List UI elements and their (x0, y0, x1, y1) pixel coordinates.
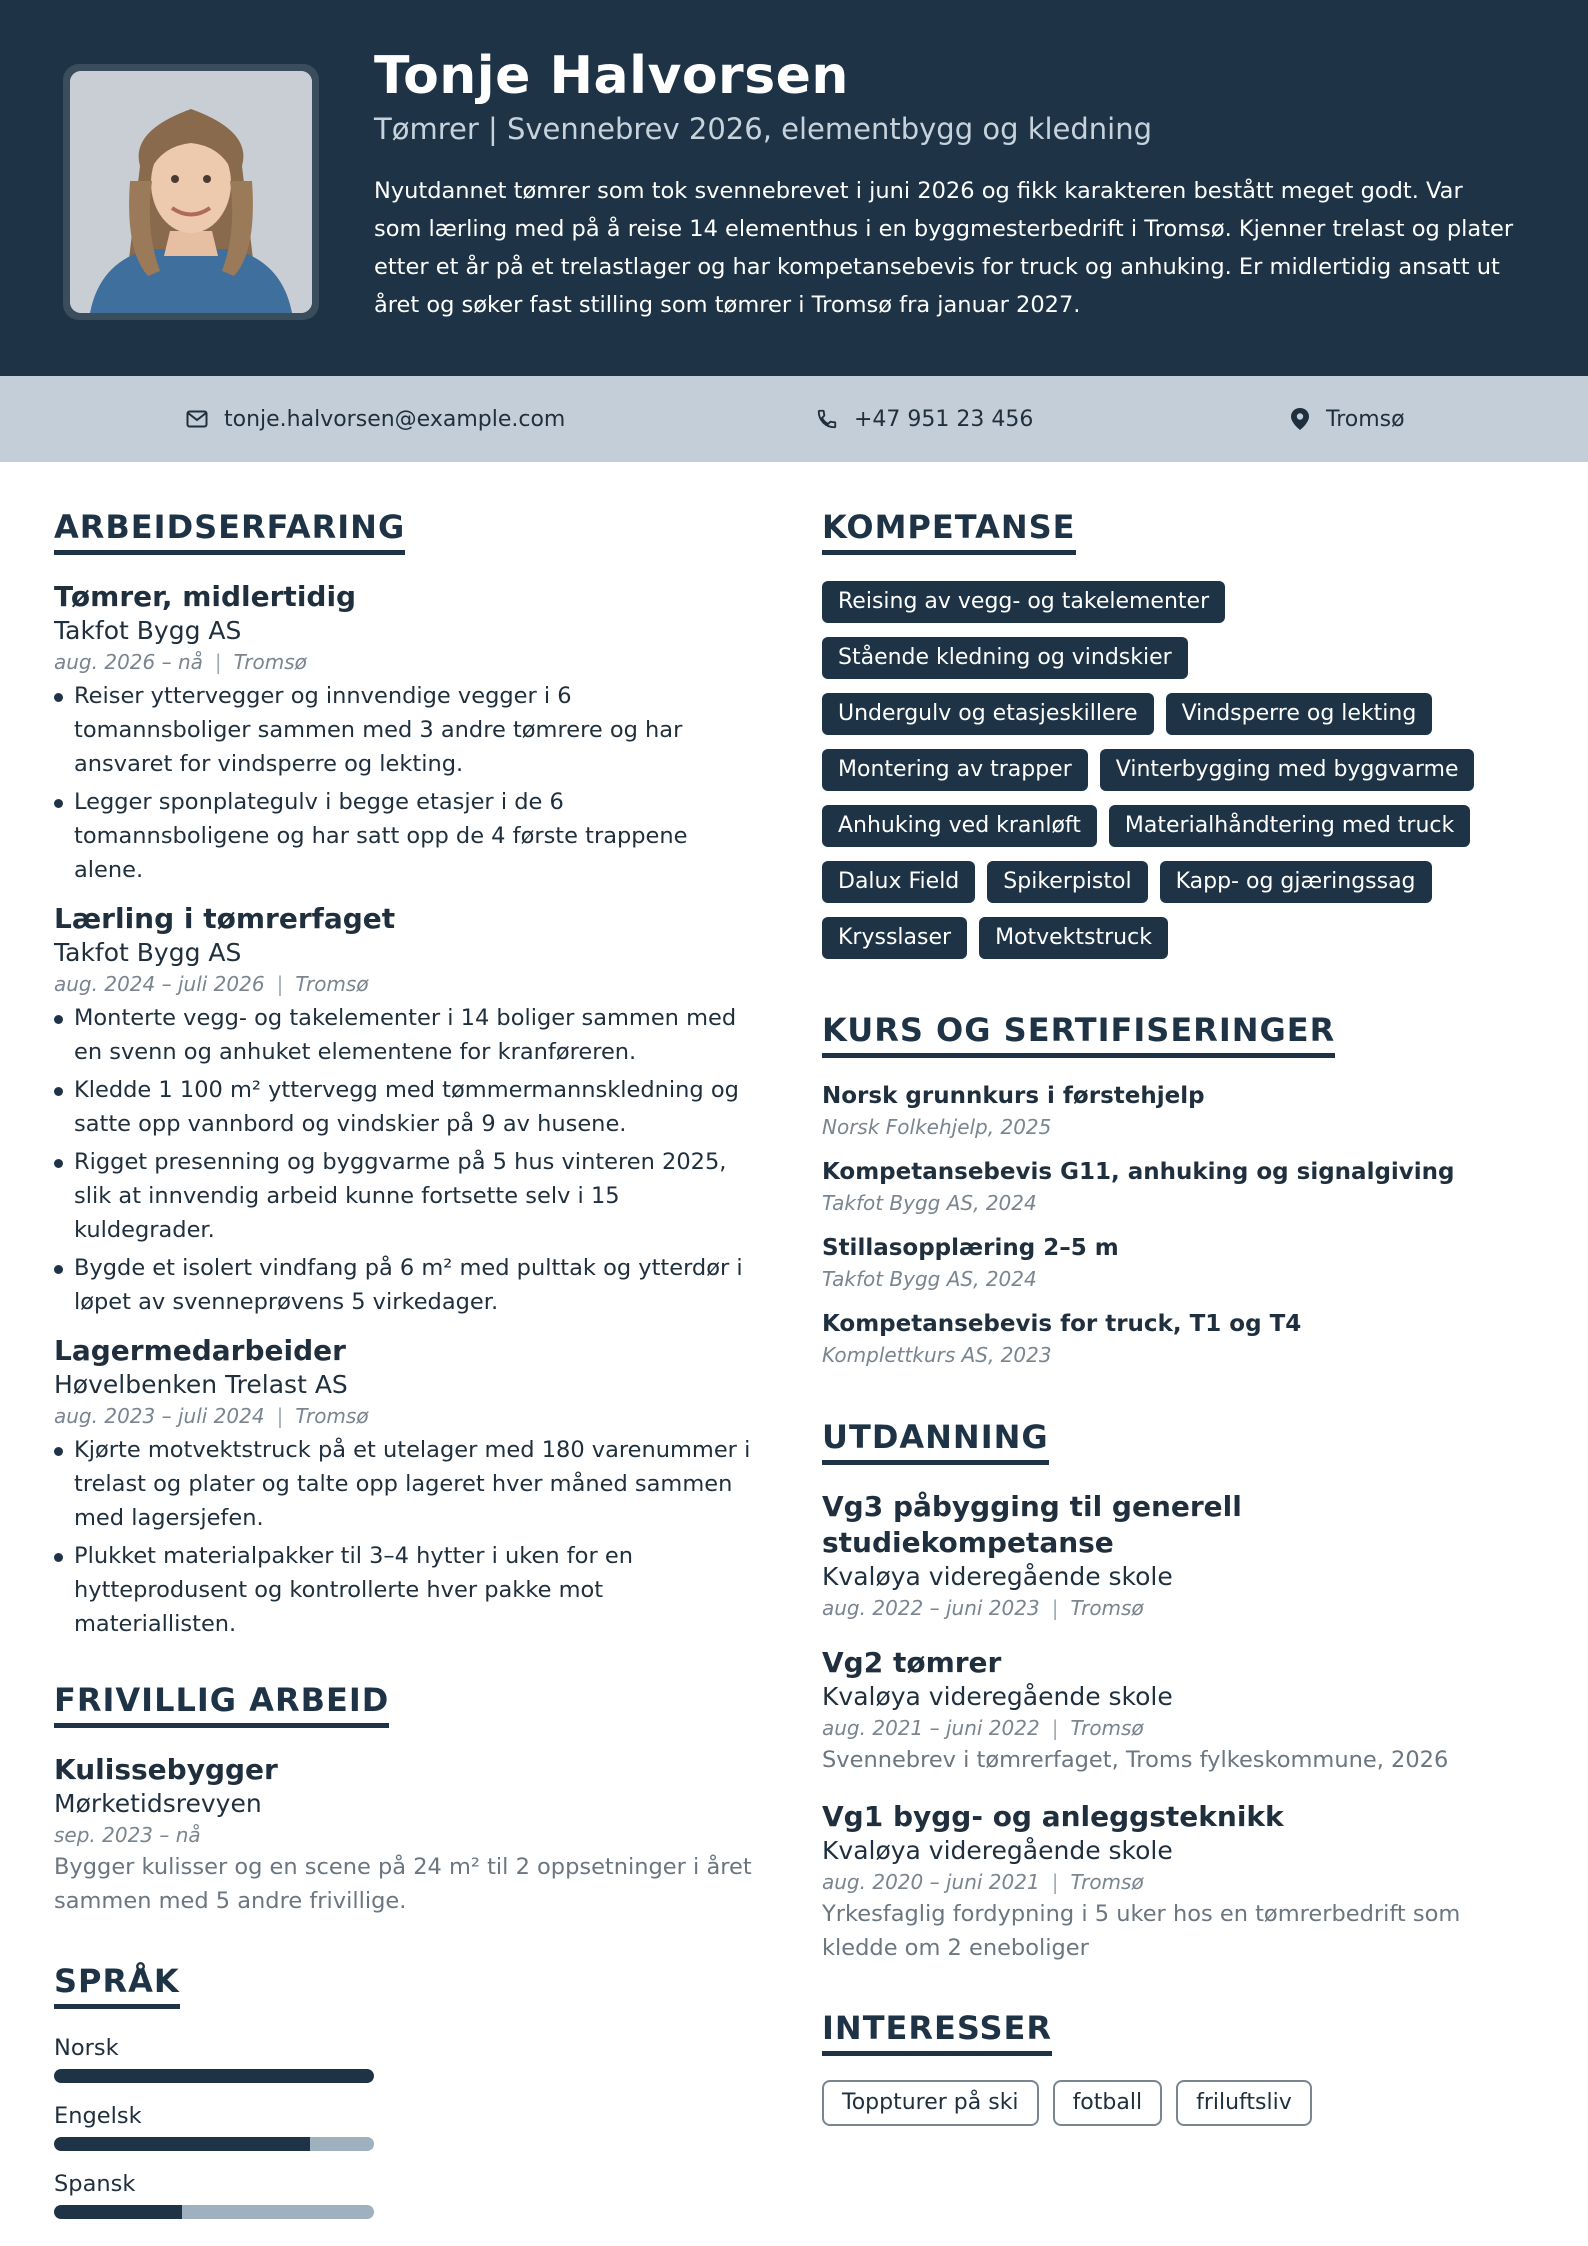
job-meta (54, 1401, 754, 1431)
skill-tags (822, 581, 1522, 959)
job-bullet: Rigget presenning og byggvarme på 5 hus vinteren 2025, slik at innvendig arbeid kunne fortsette selv i 15 kuldegrader. (54, 1145, 754, 1247)
section-title-languages: SPRÅK (54, 1962, 180, 2009)
education-note: Svennebrev i tømrerfaget, Troms fylkeskommune, 2026 (822, 1747, 1449, 1773)
profile-summary: Nyutdannet tømrer som tok svennebrevet i juni 2026 og fikk karakteren bestått meget godt. Var som lærling med på å reise 14 elementhus i en byggmesterbedrift i Tromsø. Kjenner trelast og plater etter et år på et trelastlager og har kompetansebevis for truck og anhuking. Er midlertidig ansatt ut året og søker fast stilling som tømrer i Tromsø fra januar 2027. (374, 178, 1514, 318)
education-school: Kvaløya videregående skole (822, 1562, 1173, 1591)
cert-name: Kompetansebevis for truck, T1 og T4 (822, 1311, 1302, 1337)
skill-tag: Motvektstruck (979, 917, 1168, 959)
section-title-certs: KURS OG SERTIFISERINGER (822, 1011, 1335, 1058)
skill-tag: Montering av trapper (822, 749, 1088, 791)
education-period: aug. 2020 – juni 2021 (822, 1870, 1040, 1894)
skill-tag: Stående kledning og vindskier (822, 637, 1188, 679)
meta-separator: | (214, 650, 222, 674)
cert-name: Stillasopplæring 2–5 m (822, 1235, 1119, 1261)
phone-icon (816, 408, 838, 430)
language-level-fill (54, 2205, 182, 2219)
job-bullet: Plukket materialpakker til 3–4 hytter i uken for en hytteprodusent og kontrollerte hver pakke mot materiallisten. (54, 1539, 754, 1641)
skill-tag: Spikerpistol (987, 861, 1147, 903)
language-item (54, 2033, 754, 2083)
job-bullet: Reiser yttervegger og innvendige vegger i 6 tomannsboliger sammen med 3 andre tømrere og har ansvaret for vindsperre og lekting. (54, 679, 754, 781)
header-banner (0, 0, 1588, 376)
cert-name: Kompetansebevis G11, anhuking og signalgiving (822, 1159, 1455, 1185)
contact-phone[interactable] (816, 376, 1033, 462)
cert-meta: Takfot Bygg AS, 2024 (822, 1191, 1037, 1215)
education-period: aug. 2021 – juni 2022 (822, 1716, 1040, 1740)
cert-item (822, 1080, 1542, 1142)
meta-separator: | (276, 1404, 284, 1428)
volunteer-role: Kulissebygger (54, 1753, 278, 1786)
job-entry (54, 579, 754, 887)
job-meta (54, 969, 754, 999)
left-column (54, 508, 754, 2219)
job-location: Tromsø (295, 1404, 369, 1428)
section-title-experience: ARBEIDSERFARING (54, 508, 405, 555)
candidate-name: Tonje Halvorsen (374, 46, 849, 106)
job-entry (54, 901, 754, 1319)
section-title-education: UTDANNING (822, 1418, 1049, 1465)
volunteer-entry (54, 1752, 754, 1918)
skill-tag: Vindsperre og lekting (1166, 693, 1433, 735)
candidate-headline: Tømrer | Svennebrev 2026, elementbygg og kledning (374, 112, 1153, 146)
language-level-fill (54, 2137, 310, 2151)
volunteer-description: Bygger kulisser og en scene på 24 m² til 2 oppsetninger i året sammen med 5 andre frivillige. (54, 1854, 752, 1914)
job-meta (54, 647, 754, 677)
cert-meta: Takfot Bygg AS, 2024 (822, 1267, 1037, 1291)
education-location: Tromsø (1070, 1596, 1144, 1620)
cert-meta: Norsk Folkehjelp, 2025 (822, 1115, 1052, 1139)
job-period: aug. 2024 – juli 2026 (54, 972, 265, 996)
section-title-volunteer: FRIVILLIG ARBEID (54, 1681, 389, 1728)
job-location: Tromsø (295, 972, 369, 996)
job-entry (54, 1333, 754, 1641)
education-degree: Vg3 påbygging til generell studiekompetanse (822, 1490, 1242, 1559)
meta-separator: | (1051, 1870, 1059, 1894)
job-bullet: Monterte vegg- og takelementer i 14 boliger sammen med en svenn og anhuket elementene for kranføreren. (54, 1001, 754, 1069)
contact-email[interactable] (186, 376, 565, 462)
education-item (822, 1489, 1542, 1623)
skill-tag: Kapp- og gjæringssag (1160, 861, 1432, 903)
cert-list (822, 1080, 1542, 1370)
skill-tag: Anhuking ved kranløft (822, 805, 1097, 847)
cert-item (822, 1232, 1542, 1294)
job-title: Lagermedarbeider (54, 1334, 346, 1367)
education-item (822, 1645, 1542, 1777)
education-degree: Vg2 tømrer (822, 1646, 1002, 1679)
job-bullet: Bygde et isolert vindfang på 6 m² med pulttak og ytterdør i løpet av svenneprøvens 5 virkedager. (54, 1251, 754, 1319)
skill-tag: Reising av vegg- og takelementer (822, 581, 1225, 623)
language-name: Norsk (54, 2035, 119, 2061)
contact-location-text: Tromsø (1326, 406, 1405, 432)
language-name: Spansk (54, 2171, 136, 2197)
meta-separator: | (1051, 1596, 1059, 1620)
skill-tag: Materialhåndtering med truck (1109, 805, 1470, 847)
interest-tag: friluftsliv (1176, 2080, 1312, 2126)
job-bullet: Kledde 1 100 m² yttervegg med tømmermannskledning og satte opp vannbord og vindskier på 9 av husene. (54, 1073, 754, 1141)
interest-tags (822, 2080, 1542, 2126)
contact-email-text: tonje.halvorsen@example.com (224, 406, 566, 432)
language-level-bar (54, 2137, 374, 2151)
job-title: Tømrer, midlertidig (54, 580, 357, 613)
education-meta (822, 1867, 1542, 1897)
education-period: aug. 2022 – juni 2023 (822, 1596, 1040, 1620)
language-level-fill (54, 2069, 374, 2083)
language-item (54, 2169, 754, 2219)
education-location: Tromsø (1070, 1870, 1144, 1894)
cert-item (822, 1308, 1542, 1370)
education-degree: Vg1 bygg- og anleggsteknikk (822, 1800, 1284, 1833)
profile-photo (70, 71, 312, 313)
job-title: Lærling i tømrerfaget (54, 902, 396, 935)
meta-separator: | (1051, 1716, 1059, 1740)
job-period: aug. 2023 – juli 2024 (54, 1404, 265, 1428)
job-company: Takfot Bygg AS (54, 938, 242, 967)
language-level-bar (54, 2205, 374, 2219)
right-column (822, 508, 1542, 2126)
skill-tag: Dalux Field (822, 861, 975, 903)
education-school: Kvaløya videregående skole (822, 1682, 1173, 1711)
education-item (822, 1799, 1542, 1965)
location-pin-icon (1290, 407, 1310, 431)
language-item (54, 2101, 754, 2151)
job-location: Tromsø (233, 650, 307, 674)
language-name: Engelsk (54, 2103, 142, 2129)
volunteer-period: sep. 2023 – nå (54, 1823, 201, 1847)
interest-tag: Toppturer på ski (822, 2080, 1039, 2126)
language-level-bar (54, 2069, 374, 2083)
profile-photo-image (70, 71, 312, 313)
cert-name: Norsk grunnkurs i førstehjelp (822, 1083, 1205, 1109)
education-list (822, 1489, 1542, 1965)
skill-tag: Undergulv og etasjeskillere (822, 693, 1154, 735)
contact-phone-text: +47 951 23 456 (854, 406, 1034, 432)
skill-tag: Krysslaser (822, 917, 967, 959)
cert-item (822, 1156, 1542, 1218)
job-bullet: Kjørte motvektstruck på et utelager med 180 varenummer i trelast og plater og talte opp lageret hver måned sammen med lagersjefen. (54, 1433, 754, 1535)
contact-bar (0, 376, 1588, 462)
education-location: Tromsø (1070, 1716, 1144, 1740)
skill-tag: Vinterbygging med byggvarme (1100, 749, 1475, 791)
job-bullets (54, 1001, 754, 1319)
mail-icon (186, 410, 208, 428)
education-meta (822, 1593, 1542, 1623)
job-bullet: Legger sponplategulv i begge etasjer i de 6 tomannsboligene og har satt opp de 4 første trappene alene. (54, 785, 754, 887)
contact-location (1290, 376, 1405, 462)
section-title-skills: KOMPETANSE (822, 508, 1076, 555)
volunteer-org: Mørketidsrevyen (54, 1789, 262, 1818)
education-meta (822, 1713, 1542, 1743)
education-school: Kvaløya videregående skole (822, 1836, 1173, 1865)
job-company: Takfot Bygg AS (54, 616, 242, 645)
job-period: aug. 2026 – nå (54, 650, 203, 674)
meta-separator: | (276, 972, 284, 996)
interest-tag: fotball (1053, 2080, 1163, 2126)
profile-photo-frame (63, 64, 319, 320)
job-bullets (54, 679, 754, 887)
job-bullets (54, 1433, 754, 1641)
section-title-interests: INTERESSER (822, 2009, 1052, 2056)
education-note: Yrkesfaglig fordypning i 5 uker hos en tømrerbedrift som kledde om 2 eneboliger (822, 1901, 1461, 1961)
job-company: Høvelbenken Trelast AS (54, 1370, 348, 1399)
cert-meta: Komplettkurs AS, 2023 (822, 1343, 1052, 1367)
language-list (54, 2033, 754, 2219)
